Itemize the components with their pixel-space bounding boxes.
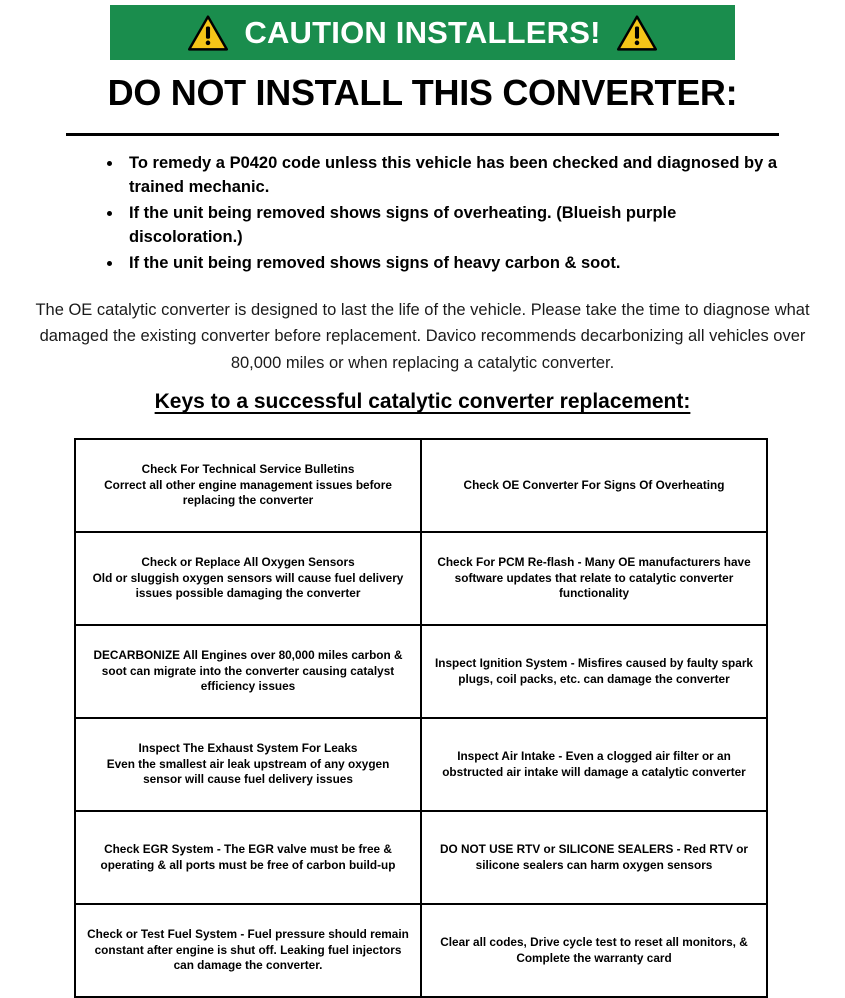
table-cell-right: Check OE Converter For Signs Of Overheating xyxy=(421,439,767,532)
list-item: • If the unit being removed shows signs of heavy carbon & soot. xyxy=(123,252,783,276)
caution-banner-text: CAUTION INSTALLERS! xyxy=(244,15,601,50)
caution-banner xyxy=(110,5,735,60)
do-not-install-list xyxy=(95,152,783,278)
table-cell-left: Check or Replace All Oxygen Sensors Old or sluggish oxygen sensors will cause fuel delivery issues possible damaging the converter xyxy=(75,532,421,625)
list-item: • To remedy a P0420 code unless this vehicle has been checked and diagnosed by a trained mechanic. xyxy=(123,152,783,200)
body-paragraph: The OE catalytic converter is designed to last the life of the vehicle. Please take the time to diagnose what damaged the existing converter before replacement. Davico recommends decarbonizing all vehicles over 80,000 miles or when replacing a catalytic converter. xyxy=(35,301,810,372)
page-title: DO NOT INSTALL THIS CONVERTER: xyxy=(107,72,738,113)
list-item: • If the unit being removed shows signs of overheating. (Blueish purple discoloration.) xyxy=(123,202,783,250)
table-cell-right: Clear all codes, Drive cycle test to reset all monitors, & Complete the warranty card xyxy=(421,904,767,997)
table-row xyxy=(75,904,767,997)
table-cell-right: Inspect Air Intake - Even a clogged air filter or an obstructed air intake will damage a catalytic converter xyxy=(421,718,767,811)
horizontal-divider xyxy=(66,133,779,136)
table-cell-left: Check EGR System - The EGR valve must be free & operating & all ports must be free of carbon build-up xyxy=(75,811,421,904)
warning-triangle-icon xyxy=(617,15,657,51)
table-cell-right: Inspect Ignition System - Misfires caused by faulty spark plugs, coil packs, etc. can damage the converter xyxy=(421,625,767,718)
table-cell-left: Check or Test Fuel System - Fuel pressure should remain constant after engine is shut off. Leaking fuel injectors can damage the converter. xyxy=(75,904,421,997)
table-cell-left: Inspect The Exhaust System For Leaks Even the smallest air leak upstream of any oxygen sensor will cause fuel delivery issues xyxy=(75,718,421,811)
table-row xyxy=(75,439,767,532)
table-cell-right: DO NOT USE RTV or SILICONE SEALERS - Red RTV or silicone sealers can harm oxygen sensors xyxy=(421,811,767,904)
warning-triangle-icon xyxy=(188,15,228,51)
keys-section-heading: Keys to a successful catalytic converter replacement: xyxy=(154,390,691,413)
table-cell-left: Check For Technical Service Bulletins Correct all other engine management issues before replacing the converter xyxy=(75,439,421,532)
table-cell-left: DECARBONIZE All Engines over 80,000 miles carbon & soot can migrate into the converter causing catalyst efficiency issues xyxy=(75,625,421,718)
table-row xyxy=(75,811,767,904)
keys-table xyxy=(74,438,768,998)
table-row xyxy=(75,625,767,718)
table-row xyxy=(75,532,767,625)
table-row xyxy=(75,718,767,811)
table-cell-right: Check For PCM Re-flash - Many OE manufacturers have software updates that relate to catalytic converter functionality xyxy=(421,532,767,625)
